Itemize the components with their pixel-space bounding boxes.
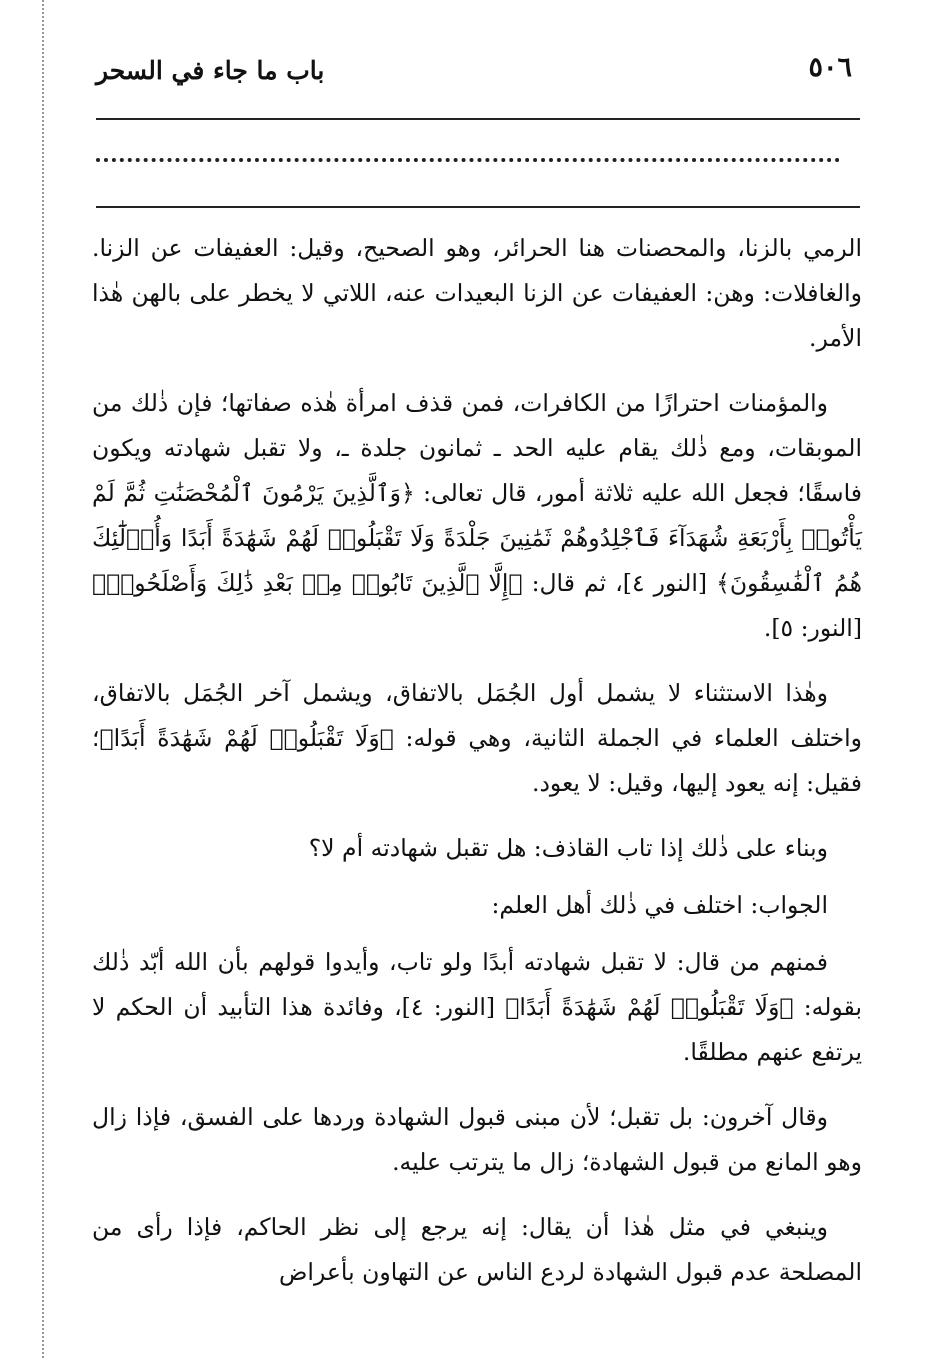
paragraph: وبناء على ذٰلك إذا تاب القاذف: هل تقبل شهادته أم لا؟ [308, 834, 828, 862]
paragraph: الرمي بالزنا، والمحصنات هنا الحرائر، وهو الصحيح، وقيل: العفيفات عن الزنا. والغافلات: وهن: العفيفات عن الزنا البعيدات عنه، اللاتي لا يخطر على بالهن هٰذا الأمر. [92, 234, 862, 352]
body-text [92, 226, 862, 1315]
text-top-rule [96, 206, 860, 208]
dotted-separator [96, 158, 840, 162]
paragraph: وهٰذا الاستثناء لا يشمل أول الجُمَل بالاتفاق، ويشمل آخر الجُمَل بالاتفاق، واختلف العلماء في الجملة الثانية، وهي قوله: ﴿وَلَا تَقْبَلُوا۟ لَهُمْ شَهَٰدَةً أَبَدًا﴾؛ فقيل: إنه يعود إليها، وقيل: لا يعود. [92, 679, 862, 797]
paragraph: وينبغي في مثل هٰذا أن يقال: إنه يرجع إلى نظر الحاكم، فإذا رأى من المصلحة عدم قبول الشهادة لردع الناس عن التهاون بأعراض [92, 1213, 862, 1286]
header-rule [96, 118, 860, 120]
page-number: ٥٠٦ [808, 52, 852, 83]
running-title: باب ما جاء في السحر [96, 56, 325, 85]
paragraph: وقال آخرون: بل تقبل؛ لأن مبنى قبول الشهادة وردها على الفسق، فإذا زال وهو المانع من قبول الشهادة؛ زال ما يترتب عليه. [92, 1103, 862, 1176]
scan-edge-dotted-line [42, 0, 44, 1358]
paragraph: الجواب: اختلف في ذٰلك أهل العلم: [491, 891, 828, 919]
paragraph: فمنهم من قال: لا تقبل شهادته أبدًا ولو تاب، وأيدوا قولهم بأن الله أبّد ذٰلك بقوله: ﴿وَلَا تَقْبَلُوا۟ لَهُمْ شَهَٰدَةً أَبَدًا﴾ [النور: ٤]، وفائدة هذا التأبيد أن الحكم لا يرتفع عنهم مطلقًا. [92, 948, 862, 1066]
paragraph: والمؤمنات احترازًا من الكافرات، فمن قذف امرأة هٰذه صفاتها؛ فإن ذٰلك من الموبقات، ومع ذٰلك يقام عليه الحد ـ ثمانون جلدة ـ، ولا تقبل شهادته ويكون فاسقًا؛ فجعل الله عليه ثلاثة أمور، قال تعالى: ﴿وَٱلَّذِينَ يَرْمُونَ ٱلْمُحْصَنَٰتِ ثُمَّ لَمْ يَأْتُوا۟ بِأَرْبَعَةِ شُهَدَآءَ فَٱجْلِدُوهُمْ ثَمَٰنِينَ جَلْدَةً وَلَا تَقْبَلُوا۟ لَهُمْ شَهَٰدَةً أَبَدًا وَأُو۟لَٰٓئِكَ هُمُ ٱلْفَٰسِقُونَ﴾ [النور ٤]، ثم قال: ﴿إِلَّا ٱلَّذِينَ تَابُوا۟ مِنۢ بَعْدِ ذَٰلِكَ وَأَصْلَحُوا۟﴾ [النور: ٥]. [92, 389, 863, 642]
page-header [96, 52, 860, 102]
